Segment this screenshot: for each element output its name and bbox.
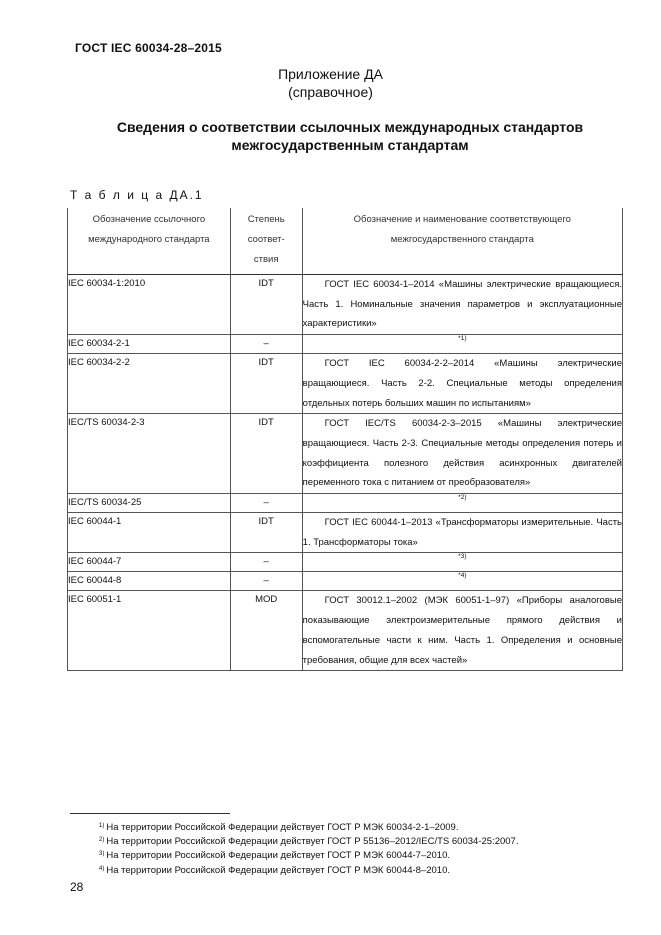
interstate-standard-cell bbox=[302, 591, 622, 671]
degree-cell: IDT bbox=[230, 275, 302, 335]
table-row bbox=[68, 414, 623, 494]
table-row bbox=[68, 335, 623, 354]
table-row bbox=[68, 513, 623, 553]
gost-text: ГОСТ IEC 60034-2-2–2014 «Машины электрические вращающиеся. Часть 2-2. Специальные методы определения отдельных потерь больших машин по испытаниям» bbox=[302, 358, 622, 409]
table-row bbox=[68, 494, 623, 513]
footnote-mark: 1) bbox=[99, 823, 105, 829]
header-text: Обозначение и наименование соответствующего bbox=[353, 214, 571, 225]
table-row bbox=[68, 591, 623, 671]
table-row bbox=[68, 275, 623, 335]
section-heading bbox=[60, 118, 640, 154]
header-text: Степень bbox=[247, 214, 285, 225]
standards-correspondence-table bbox=[67, 208, 623, 671]
degree-cell: – bbox=[230, 494, 302, 513]
footnote bbox=[99, 834, 518, 848]
footnote-mark: 4) bbox=[99, 865, 105, 872]
header-text: Обозначение ссылочного bbox=[92, 214, 206, 225]
footnote-mark: 3) bbox=[99, 851, 105, 858]
intl-standard-cell: IEC 60034-2-1 bbox=[68, 335, 231, 354]
interstate-standard-cell bbox=[302, 414, 622, 494]
degree-cell: MOD bbox=[230, 591, 302, 671]
page-number: 28 bbox=[70, 880, 84, 894]
footnote-text: На территории Российской Федерации действует ГОСТ Р МЭК 60044-8–2010. bbox=[106, 864, 451, 876]
intl-standard-cell: IEC 60044-7 bbox=[68, 553, 231, 572]
footnote-mark: 2) bbox=[99, 837, 105, 844]
intl-standard-cell: IEC 60034-2-2 bbox=[68, 354, 231, 414]
gost-text: ГОСТ IEC 60034-1–2014 «Машины электрические вращающиеся. Часть 1. Номинальные значения параметров и эксплуатационные характеристики» bbox=[302, 279, 622, 330]
intl-standard-cell: IEC 60051-1 bbox=[68, 591, 231, 671]
table-header-row bbox=[68, 208, 623, 275]
degree-cell: IDT bbox=[230, 354, 302, 414]
header-text: соответ- bbox=[247, 234, 285, 245]
document-code-header: ГОСТ IEC 60034-28–2015 bbox=[75, 41, 222, 55]
header-interstate-standard bbox=[302, 208, 622, 275]
header-text: ствия bbox=[253, 254, 279, 265]
header-text: межгосударственного стандарта bbox=[390, 234, 534, 245]
section-heading-line-1: Сведения о соответствии ссылочных международных стандартов bbox=[116, 119, 584, 135]
footnote bbox=[99, 863, 518, 877]
degree-cell: – bbox=[230, 553, 302, 572]
interstate-standard-cell bbox=[302, 275, 622, 335]
footnote-divider bbox=[70, 813, 230, 814]
intl-standard-cell: IEC 60044-1 bbox=[68, 513, 231, 553]
footnote-ref-cell: *3) bbox=[302, 553, 622, 572]
footnote-text: На территории Российской Федерации действует ГОСТ Р 55136–2012/IEC/TS 60034-25:2007. bbox=[106, 836, 519, 848]
gost-text: ГОСТ IEC 60044-1–2013 «Трансформаторы измерительные. Часть 1. Трансформаторы тока» bbox=[302, 517, 622, 548]
gost-text: ГОСТ IEC/TS 60034-2-3–2015 «Машины электрические вращающиеся. Часть 2-3. Специальные методы определения потерь и коэффициента полезного действия асинхронных двигателей переменного тока с питанием от преобразователя» bbox=[302, 418, 622, 489]
header-intl-standard bbox=[68, 208, 231, 275]
intl-standard-cell: IEC/TS 60034-25 bbox=[68, 494, 231, 513]
footnote bbox=[99, 848, 518, 862]
interstate-standard-cell bbox=[302, 513, 622, 553]
footnote-ref-cell: *2) bbox=[302, 494, 622, 513]
interstate-standard-cell bbox=[302, 354, 622, 414]
footnote-ref-cell: *4) bbox=[302, 572, 622, 591]
footnote-text: На территории Российской Федерации действует ГОСТ Р МЭК 60034-2-1–2009. bbox=[106, 822, 459, 833]
header-degree bbox=[230, 208, 302, 275]
gost-text: ГОСТ 30012.1–2002 (МЭК 60051-1–97) «Приборы аналоговые показывающие электроизмерительные прямого действия и вспомогательные части к ним. Часть 1. Определения и основные требования, общие для всех частей» bbox=[302, 595, 622, 666]
table-row bbox=[68, 354, 623, 414]
degree-cell: IDT bbox=[230, 414, 302, 494]
table-caption: Т а б л и ц а ДА.1 bbox=[70, 188, 204, 202]
footnote-ref-cell: *1) bbox=[302, 335, 622, 354]
footnote bbox=[99, 820, 518, 834]
footnotes bbox=[99, 820, 518, 877]
degree-cell: IDT bbox=[230, 513, 302, 553]
table-row bbox=[68, 553, 623, 572]
appendix-subtitle: (справочное) bbox=[288, 84, 373, 100]
appendix-title: Приложение ДА bbox=[278, 66, 383, 82]
footnote-text: На территории Российской Федерации действует ГОСТ Р МЭК 60044-7–2010. bbox=[106, 850, 451, 862]
intl-standard-cell: IEC 60044-8 bbox=[68, 572, 231, 591]
degree-cell: – bbox=[230, 335, 302, 354]
section-heading-line-2: межгосударственным стандартам bbox=[231, 137, 469, 153]
table-row bbox=[68, 572, 623, 591]
intl-standard-cell: IEC 60034-1:2010 bbox=[68, 275, 231, 335]
intl-standard-cell: IEC/TS 60034-2-3 bbox=[68, 414, 231, 494]
degree-cell: – bbox=[230, 572, 302, 591]
header-text: международного стандарта bbox=[88, 234, 210, 245]
